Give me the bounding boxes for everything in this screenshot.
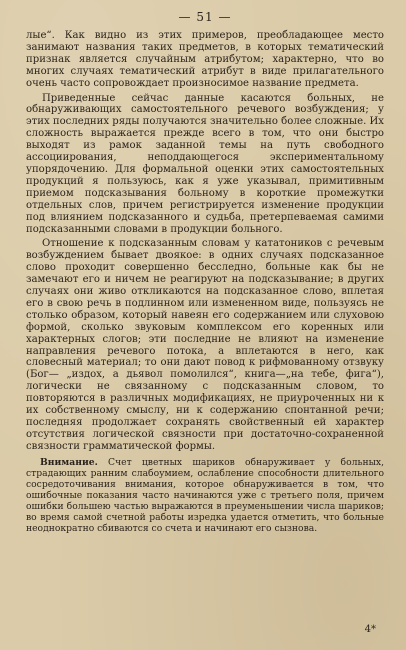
paragraph-attention-text: Счет цветных шариков обнаруживает у больных, страдающих ранним слабоумием, ослабление способности длительного сосредоточивания внимания, которое обнаруживается в том, что ошибочные показания часто начинаются уже с третьего поля, причем ошибки большею частью выражаются в преуменьшении числа шариков; во время самой счетной работы изредка удается отметить, что больные неоднократно сбиваются со счета и начинают его сызнова. bbox=[26, 456, 384, 535]
paragraph-attention bbox=[26, 457, 384, 535]
section-lead-word: Внимание. bbox=[40, 456, 98, 468]
page-number: — 51 — bbox=[178, 10, 232, 24]
printer-signature-mark: 4* bbox=[364, 624, 376, 635]
body-text bbox=[26, 30, 384, 453]
paragraph-catatonics: Отношение к подсказанным словам у кататоников с речевым возбуждением бывает двоякое: в одних случаях подсказанное слово проходит совершенно бесследно, больные как бы не замечают его и ничем не реагируют на подсказывание; в других случаях они живо откликаются на подсказанное слово, вплетая его в свою речь в подлинном или измененном виде, пользуясь не столько образом, который навеян его содержанием или слуховою формой, сколько звуковым комплексом его коренных или характерных слогов; эти последние не влияют на изменение направления речевого потока, а вплетаются в него, как словесный материал; то они дают повод к рифмованному отзвуку (Бог— „издох, а дьявол помолился“, книга—„на тебе, фига“), логически не связанному с подсказанным словом, то повторяются в различных модификациях, не приуроченных ни к их собственному смыслу, ни к содержанию спонтанной речи; последняя продолжает сохранять свойственный ей характер отсутствия логической связности при достаточно-сохраненной связности грамматической формы. bbox=[26, 238, 384, 452]
paragraph-patients-data: Приведенные сейчас данные касаются больных, не обнаруживающих самостоятельного речевого возбуждения; у этих последних ряды получаются значительно более сложные. Их сложность выражается прежде всего в том, что они быстро выходят из рамок заданной темы на путь свободного ассоциирования, неподдающегося экспериментальному упорядочению. Для формальной оценки этих самостоятельных продукций я пользуюсь, как я уже указывал, примитивным приемом подсказывания больному в короткие промежутки отдельных слов, причем регистрируется изменение продукции под влиянием подсказанного и судьба, претерпеваемая самими подсказанными словами в продукции больного. bbox=[26, 92, 384, 235]
paragraph-continuation: лые“. Как видно из этих примеров, преобладающее место занимают названия таких предметов, в которых тематический признак является случайным атрибутом; характерно, что во многих случаях тематический атрибут в виде прилагательного очень часто сопровождает произносимое название предмета. bbox=[26, 30, 384, 89]
